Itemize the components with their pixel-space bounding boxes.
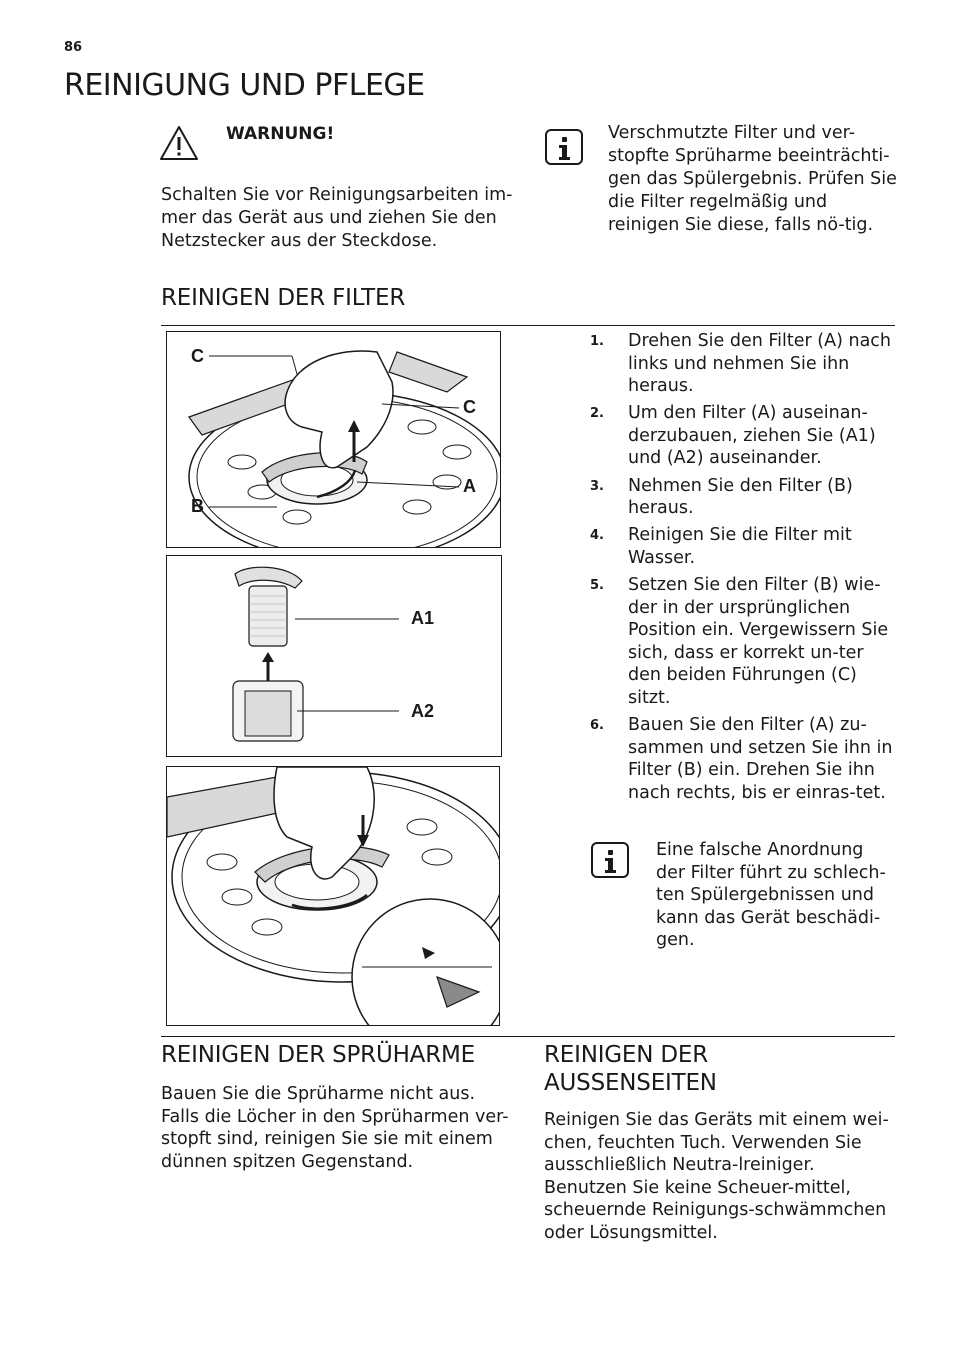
section-heading-spray-arms: REINIGEN DER SPRÜHARME [161,1042,475,1068]
label-a1: A1 [411,608,435,628]
section-divider [161,325,895,326]
filter-reinstall-illustration [166,766,500,1026]
warning-title: WARNUNG! [226,124,335,144]
section-heading-exterior: REINIGEN DER AUSSENSEITEN [544,1042,717,1096]
list-item: 2. Um den Filter (A) auseinan-derzubauen, ziehen Sie (A1) und (A2) auseinander. [590,403,876,469]
label-a2: A2 [411,701,435,721]
section-heading-filter: REINIGEN DER FILTER [161,285,406,311]
list-item: 5. Setzen Sie den Filter (B) wie-der in der ursprünglichen Position ein. Vergewissern Sie sich, dass er korrekt un-ter den beiden Führungen (C) sitzt. [590,574,889,708]
info-text-arrangement: Eine falsche Anordnung der Filter führt zu schlech-ten Spülergebnissen und kann das Gerät beschädi-gen. [656,840,886,951]
filter-removal-illustration [166,331,501,548]
spray-arms-text: Bauen Sie die Sprüharme nicht aus. Falls die Löcher in den Sprüharmen ver-stopft sind, reinigen Sie sie mit einem dünnen spitzen Gegenstand. [161,1084,509,1172]
info-icon [591,842,629,878]
list-item: 3. Nehmen Sie den Filter (B) heraus. [590,475,853,519]
label-a: A [463,476,476,496]
info-icon [545,129,583,165]
exterior-text: Reinigen Sie das Geräts mit einem wei-chen, feuchten Tuch. Verwenden Sie ausschließlich Neutra-lreiniger. Benutzen Sie keine Scheuer-mittel, scheuernde Reinigungs-schwämmchen oder Lösungsmittel. [544,1110,889,1243]
filter-steps-list [590,330,895,809]
list-item: 1. Drehen Sie den Filter (A) nach links und nehmen Sie ihn heraus. [590,331,892,397]
label-c-left: C [191,346,204,366]
warning-text: Schalten Sie vor Reinigungsarbeiten im-mer das Gerät aus und ziehen Sie den Netzstecker aus der Steckdose. [161,185,513,251]
warning-triangle-icon [158,124,200,162]
list-item: 6. Bauen Sie den Filter (A) zu-sammen und setzen Sie ihn in Filter (B) ein. Drehen Sie ihn nach rechts, bis er einras-tet. [590,715,893,803]
page-number: 86 [64,40,83,55]
filter-disassembly-illustration [166,555,502,757]
info-text-filters: Verschmutzte Filter und ver-stopfte Sprüharme beeinträchti-gen das Spülergebnis. Prüfen Sie die Filter regelmäßig und reinigen Sie diese, falls nö-tig. [608,123,897,235]
list-item: 4. Reinigen Sie die Filter mit Wasser. [590,525,852,568]
label-b: B [191,496,204,516]
page-title: REINIGUNG UND PFLEGE [64,68,425,103]
label-c-right: C [463,397,476,417]
section-divider [161,1036,895,1037]
